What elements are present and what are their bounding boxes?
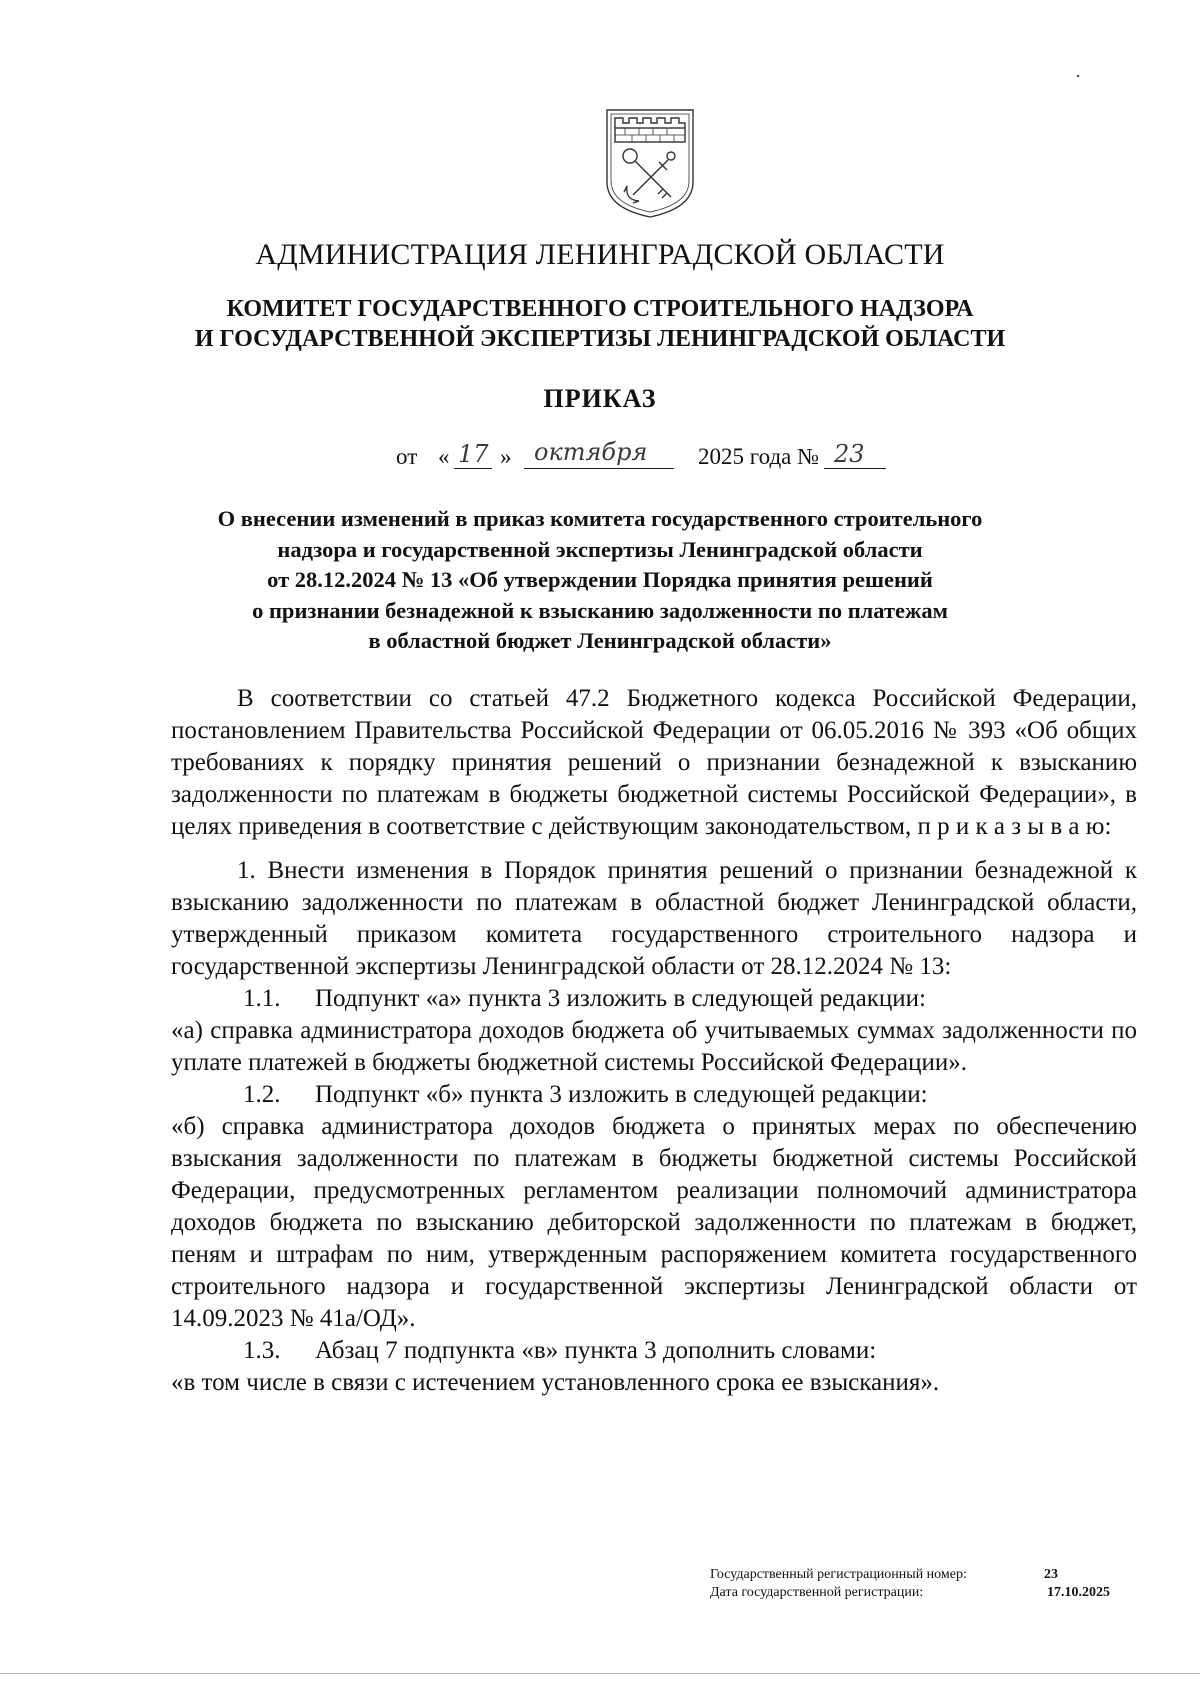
item-1-1-text: «а) справка администратора доходов бюджета об учитываемых суммах задолженности по уплате платежей в бюджеты бюджетной системы Российской Федерации».: [171, 1017, 1137, 1076]
date-day-handwritten: 17: [458, 440, 489, 468]
item-1-3-number: 1.3.: [243, 1337, 281, 1364]
registration-number-value: 23: [1044, 1567, 1058, 1582]
order-word: п р и к а з ы в а ю:: [917, 813, 1112, 840]
item-1-2-title: Подпункт «б» пункта 3 изложить в следующей редакции:: [315, 1081, 928, 1108]
registration-number-row: [710, 1566, 1110, 1584]
order-number-handwritten: 23: [834, 440, 865, 468]
order-body: [171, 683, 1137, 1399]
item-1-3-text: «в том числе в связи с истечением установленного срока ее взыскания».: [171, 1369, 940, 1396]
preamble-paragraph: [171, 683, 1137, 843]
document-type-title: ПРИКАЗ: [543, 384, 657, 413]
order-subject: [0, 504, 1200, 657]
registration-date-row: [710, 1584, 1110, 1602]
day-underline: [454, 468, 492, 469]
scan-speck: [1077, 75, 1079, 77]
committee-name-line-1: КОМИТЕТ ГОСУДАРСТВЕННОГО СТРОИТЕЛЬНОГО НАДЗОРА: [226, 296, 974, 322]
subject-line: от 28.12.2024 № 13 «Об утверждении Порядка принятия решений: [267, 567, 933, 592]
preamble-text: В соответствии со статьей 47.2 Бюджетного кодекса Российской Федерации, постановлением Правительства Российской Федерации от 06.05.2016 № 393 «Об общих требованиях к порядку принятия решений о признании безнадежной к взысканию задолженности по платежам в бюджеты бюджетной системы Российской Федерации», в целях приведения в соответствие с действующим законодательством,: [171, 685, 1137, 840]
administration-title: АДМИНИСТРАЦИЯ ЛЕНИНГРАДСКОЙ ОБЛАСТИ: [255, 238, 945, 271]
date-open-quote: «: [438, 444, 450, 469]
committee-name-line-2: И ГОСУДАРСТВЕННОЙ ЭКСПЕРТИЗЫ ЛЕНИНГРАДСКОЙ ОБЛАСТИ: [194, 326, 1006, 352]
date-close-quote: »: [500, 444, 512, 469]
coat-of-arms-icon: [601, 104, 699, 220]
date-year-text: 2025 года №: [698, 444, 820, 469]
subject-line: в областной бюджет Ленинградской области»: [368, 628, 832, 653]
subject-line: О внесении изменений в приказ комитета государственного строительного: [217, 506, 983, 531]
registration-date-value: 17.10.2025: [1047, 1585, 1110, 1600]
registration-number-label: Государственный регистрационный номер:: [710, 1567, 967, 1582]
coat-of-arms-emblem: [601, 104, 699, 220]
item-1-3-heading: [171, 1335, 1137, 1367]
item-1-1-number: 1.1.: [243, 985, 281, 1012]
date-month-handwritten: октября: [534, 438, 648, 466]
item-1-3-title: Абзац 7 подпункта «в» пункта 3 дополнить словами:: [315, 1337, 877, 1364]
item-1-2-text: «б) справка администратора доходов бюджета о принятых мерах по обеспечению взыскания задолженности по платежам в бюджеты бюджетной системы Российской Федерации, предусмотренных регламентом реализации полномочий администратора доходов бюджета по взысканию дебиторской задолженности по платежам в бюджет, пеням и штрафам по ним, утвержденным распоряжением комитета государственного строительного надзора и государственной экспертизы Ленинградской области от 14.09.2023 № 41а/ОД».: [171, 1113, 1137, 1332]
registration-stamp: [710, 1566, 1110, 1602]
item-1-2-number: 1.2.: [243, 1081, 281, 1108]
subject-line: надзора и государственной экспертизы Ленинградской области: [277, 536, 923, 562]
item-1-1-heading: [171, 983, 1137, 1015]
item-1-2-heading: [171, 1079, 1137, 1111]
month-underline: [524, 468, 674, 469]
item-1-paragraph: 1. Внести изменения в Порядок принятия решений о признании безнадежной к взысканию задолженности по платежам в областной бюджет Ленинградской области, утвержденный приказом комитета государственного строительного надзора и государственной экспертизы Ленинградской области от 28.12.2024 № 13:: [171, 857, 1137, 980]
page-bottom-rule: [0, 1673, 1200, 1674]
registration-date-label: Дата государственной регистрации:: [710, 1585, 924, 1600]
item-1-1-title: Подпункт «а» пункта 3 изложить в следующей редакции:: [315, 985, 926, 1012]
date-prefix: от: [396, 444, 418, 469]
subject-line: о признании безнадежной к взысканию задолженности по платежам: [252, 597, 948, 623]
number-underline: [824, 468, 886, 469]
